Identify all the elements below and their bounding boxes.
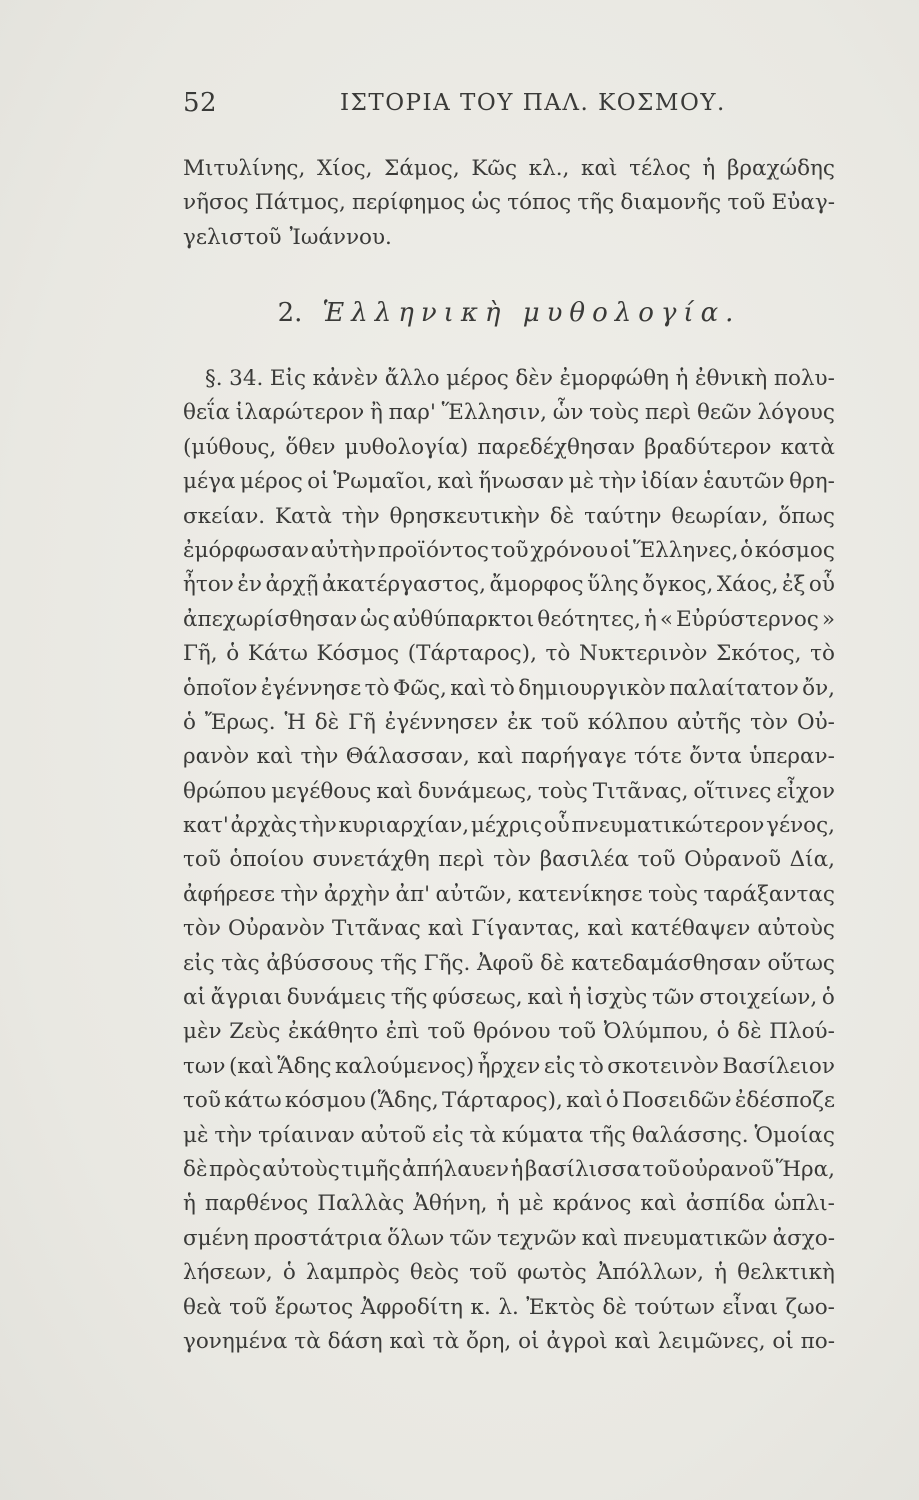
text-line: των (καὶ Ἅδης καλούμενος) ἦρχεν εἰς τὸ σκοτεινὸν Βασίλειον <box>183 1053 835 1079</box>
intro-paragraph <box>183 152 835 255</box>
text-line: Γῆ, ὁ Κάτω Κόσμος (Τάρταρος), τὸ Νυκτερινὸν Σκότος, τὸ <box>183 641 835 667</box>
text-line: ἀπεχωρίσθησαν ὡς αὐθύπαρκτοι θεότητες, ἡ « Εὐρύστερνος » <box>183 606 835 632</box>
text-line: γελιστοῦ Ἰωάννου. <box>183 224 392 250</box>
text-line: ἦτον ἐν ἀρχῇ ἀκατέργαστος, ἄμορφος ὕλης ὄγκος, Χάος, ἐξ οὗ <box>183 572 835 598</box>
text-line: λήσεων, ὁ λαμπρὸς θεὸς τοῦ φωτὸς Ἀπόλλων, ἡ θελκτικὴ <box>183 1260 835 1286</box>
section-heading <box>183 288 835 338</box>
text-line: σμένη προστάτρια ὅλων τῶν τεχνῶν καὶ πνευματικῶν ἀσχο- <box>183 1225 835 1251</box>
text-line: ἀφήρεσε τὴν ἀρχὴν ἀπ' αὐτῶν, κατενίκησε τοὺς ταράξαντας <box>183 881 835 907</box>
text-line: θρώπου μεγέθους καὶ δυνάμεως, τοὺς Τιτᾶνας, οἵτινες εἶχον <box>183 778 835 804</box>
text-line: ρανὸν καὶ τὴν Θάλασσαν, καὶ παρήγαγε τότε ὄντα ὑπεραν- <box>183 744 835 770</box>
text-line: θεὰ τοῦ ἔρωτος Ἀφροδίτη κ. λ. Ἐκτὸς δὲ τούτων εἶναι ζωο- <box>183 1294 835 1320</box>
main-paragraph <box>183 362 835 1359</box>
text-line: μὲν Ζεὺς ἐκάθητο ἐπὶ τοῦ θρόνου τοῦ Ὀλύμπου, ὁ δὲ Πλού- <box>183 1019 835 1045</box>
text-line: γονημένα τὰ δάση καὶ τὰ ὄρη, οἱ ἀγροὶ καὶ λειμῶνες, οἱ πο- <box>183 1328 835 1354</box>
running-title: ΙΣΤΟΡΙΑ ΤΟΥ ΠΑΛ. ΚΟΣΜΟΥ. <box>340 90 726 116</box>
text-line: ἐμόρφωσαν αὐτὴν προϊόντος τοῦ χρόνου οἱ Ἕλληνες, ὁ κόσμος <box>183 537 835 563</box>
text-line: ὁ Ἔρως. Ἡ δὲ Γῆ ἐγέννησεν ἐκ τοῦ κόλπου αὐτῆς τὸν Οὐ- <box>183 709 835 735</box>
text-line: εἰς τὰς ἀβύσσους τῆς Γῆς. Ἀφοῦ δὲ κατεδαμάσθησαν οὕτως <box>183 950 835 976</box>
text-line: §. 34. Εἰς κἀνὲν ἄλλο μέρος δὲν ἐμορφώθη ἡ ἐθνικὴ πολυ- <box>205 366 835 391</box>
text-block <box>183 152 835 1354</box>
text-line: νῆσος Πάτμος, περίφημος ὡς τόπος τῆς διαμονῆς τοῦ Εὐαγ- <box>183 190 835 216</box>
text-line: αἱ ἄγριαι δυνάμεις τῆς φύσεως, καὶ ἡ ἰσχὺς τῶν στοιχείων, ὁ <box>183 985 835 1011</box>
text-line: κατ' ἀρχὰς τὴν κυριαρχίαν, μέχρις οὗ πνευματικώτερον γένος, <box>183 813 835 839</box>
text-line: δὲ πρὸς αὐτοὺς τιμῆς ἀπήλαυεν ἡ βασίλισσα τοῦ οὐρανοῦ Ἥρα, <box>183 1156 835 1182</box>
text-line: μέγα μέρος οἱ Ῥωμαῖοι, καὶ ἥνωσαν μὲ τὴν ἰδίαν ἑαυτῶν θρη- <box>183 469 835 495</box>
text-line: ὁποῖον ἐγέννησε τὸ Φῶς, καὶ τὸ δημιουργικὸν παλαίτατον ὄν, <box>183 675 835 701</box>
text-line: μὲ τὴν τρίαιναν αὐτοῦ εἰς τὰ κύματα τῆς θαλάσσης. Ὁμοίας <box>183 1122 835 1148</box>
section-title: Ἑλληνικὴ μυθολογία. <box>322 298 741 328</box>
text-line: ἡ παρθένος Παλλὰς Ἀθήνη, ἡ μὲ κράνος καὶ ἀσπίδα ὡπλι- <box>183 1191 835 1217</box>
text-line: τοῦ ὁποίου συνετάχθη περὶ τὸν βασιλέα τοῦ Οὐρανοῦ Δία, <box>183 847 835 873</box>
text-line: Μιτυλίνης, Χίος, Σάμος, Κῶς κλ., καὶ τέλος ἡ βραχώδης <box>183 156 835 181</box>
text-line: (μύθους, ὅθεν μυθολογία) παρεδέχθησαν βραδύτερον κατὰ <box>183 434 835 460</box>
section-number: 2. <box>277 298 303 328</box>
text-line: θεΐα ἱλαρώτερον ἢ παρ' Ἕλλησιν, ὧν τοὺς περὶ θεῶν λόγους <box>183 400 835 426</box>
text-line: τοῦ κάτω κόσμου (Ἅδης, Τάρταρος), καὶ ὁ Ποσειδῶν ἐδέσποζε <box>183 1088 835 1114</box>
text-line: τὸν Οὐρανὸν Τιτᾶνας καὶ Γίγαντας, καὶ κατέθαψεν αὐτοὺς <box>183 916 835 942</box>
page-header <box>183 88 823 118</box>
text-line: σκείαν. Κατὰ τὴν θρησκευτικὴν δὲ ταύτην θεωρίαν, ὅπως <box>183 503 835 529</box>
page-number: 52 <box>183 88 218 118</box>
